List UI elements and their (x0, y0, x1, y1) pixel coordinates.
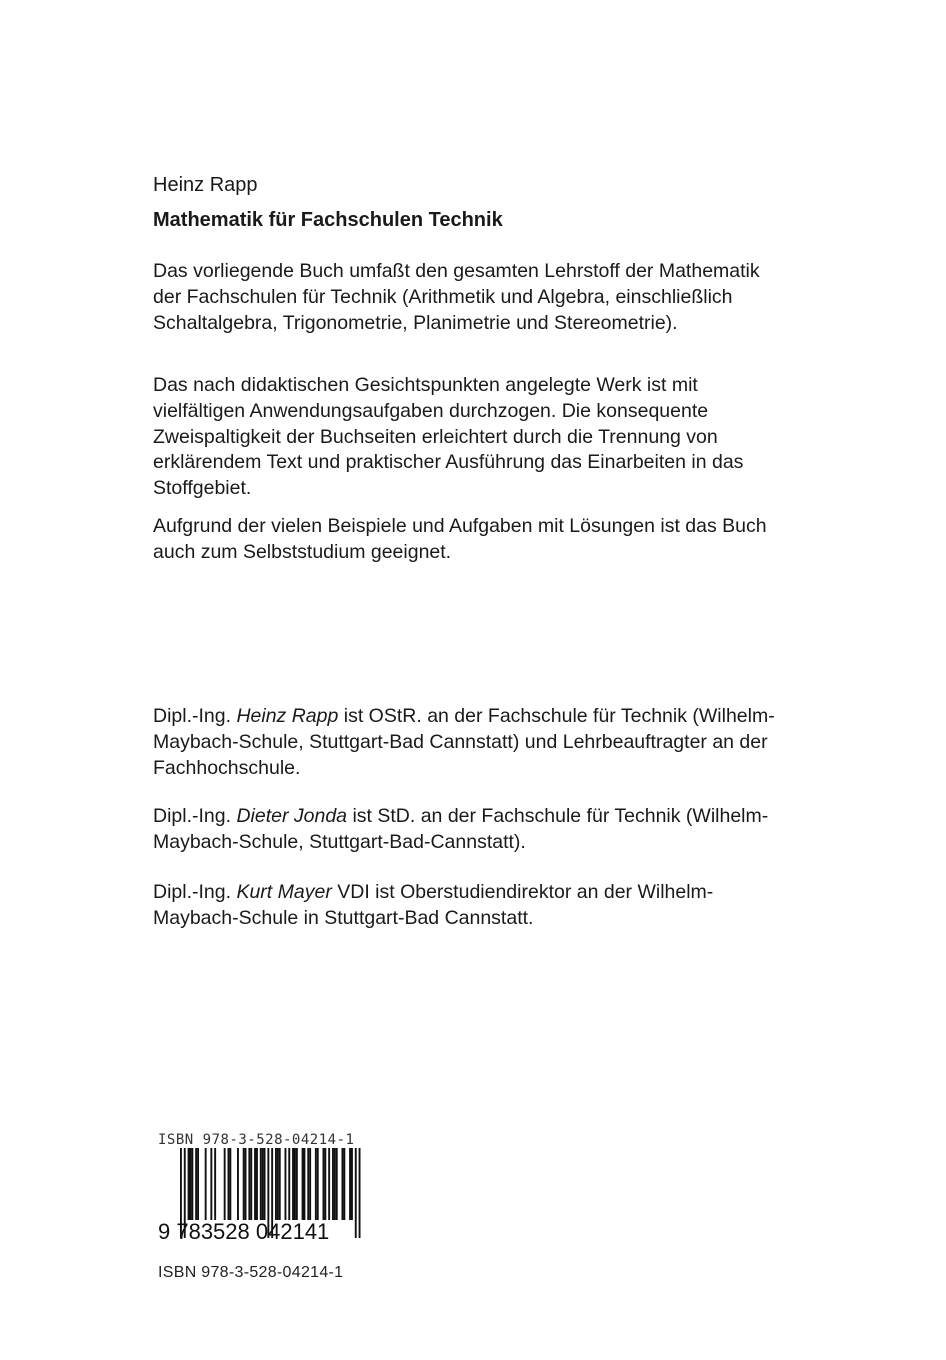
author-bio-mayer (153, 880, 793, 932)
bio-name: Heinz Rapp (236, 705, 339, 727)
barcode-bar (197, 1148, 199, 1220)
description-paragraph-3: Aufgrund der vielen Beispiele und Aufgaben mit Lösungen ist das Buch auch zum Selbststudium geeignet. (153, 515, 767, 563)
barcode-bar (205, 1148, 207, 1220)
barcode-bar (237, 1148, 239, 1220)
description-paragraph-2: Das nach didaktischen Gesichtspunkten angelegte Werk ist mit vielfältigen Anwendungsaufgaben durchzogen. Die konsequente Zweispaltigkeit der Buchseiten erleichtert durch die Trennung von erklärendem Text und praktischer Ausführung das Einarbeiten in das Stoffgebiet. (153, 374, 744, 500)
barcode-bar (292, 1148, 294, 1220)
barcode-bar (195, 1148, 197, 1220)
bio-prefix: Dipl.-Ing. (153, 705, 232, 727)
author-name: Heinz Rapp (153, 174, 258, 196)
barcode-bar (260, 1148, 262, 1220)
barcode-bar (250, 1148, 252, 1220)
barcode-bar (323, 1148, 325, 1220)
barcode-bar (294, 1148, 296, 1220)
barcode-digits: 9 783528 042141 (158, 1219, 330, 1244)
barcode-bar (328, 1148, 330, 1220)
barcode-bar (349, 1148, 351, 1220)
bio-prefix: Dipl.-Ing. (153, 881, 232, 903)
barcode-bar (254, 1148, 256, 1220)
barcode-bar (343, 1148, 345, 1220)
barcode-bar (359, 1148, 361, 1238)
barcode-bar (342, 1148, 344, 1220)
barcode-bar (245, 1148, 247, 1220)
barcode-bar (307, 1148, 309, 1220)
author-bio-jonda (153, 804, 793, 856)
barcode-bar (248, 1148, 250, 1220)
isbn-below-barcode: ISBN 978-3-528-04214-1 (158, 1264, 344, 1281)
bio-name: Kurt Mayer (236, 881, 332, 903)
isbn-above-barcode: ISBN 978-3-528-04214-1 (158, 1132, 355, 1148)
barcode-bar (324, 1148, 326, 1220)
barcode-bar (336, 1148, 338, 1220)
barcode-bar (296, 1148, 298, 1220)
barcode-bar (214, 1148, 216, 1220)
barcode-bar (275, 1148, 277, 1220)
book-title: Mathematik für Fachschulen Technik (153, 209, 503, 231)
bio-prefix: Dipl.-Ing. (153, 805, 232, 827)
barcode-bar (277, 1148, 279, 1220)
barcode-bar (264, 1148, 266, 1220)
barcode-bar (262, 1148, 264, 1220)
barcode-bar (188, 1148, 190, 1220)
barcode-bar (304, 1148, 306, 1220)
barcode-bar (228, 1148, 230, 1220)
barcode-bar (279, 1148, 281, 1220)
barcode-bar (332, 1148, 334, 1220)
barcode-bar (229, 1148, 231, 1220)
barcode-bar (302, 1148, 304, 1220)
barcode-bar (317, 1148, 319, 1220)
barcode-bar (224, 1148, 226, 1220)
bio-text: ist OStR. an der Fachschule für Technik (Wilhelm-Maybach-Schule, Stuttgart-Bad Cannstatt) und Lehrbeauftragter an der Fachhochschule. (153, 705, 775, 779)
barcode-bar (256, 1148, 258, 1220)
bio-text: ist StD. an der Fachschule für Technik (Wilhelm-Maybach-Schule, Stuttgart-Bad-Cannstatt). (153, 805, 769, 853)
barcode-bar (243, 1148, 245, 1220)
barcode-bar (190, 1148, 192, 1220)
description-paragraph-1: Das vorliegende Buch umfaßt den gesamten Lehrstoff der Mathematik der Fachschulen für Technik (Arithmetik und Algebra, einschließlich Schaltalgebra, Trigonometrie, Planimetrie und Stereometrie). (153, 260, 760, 334)
barcode-bar (309, 1148, 311, 1220)
barcode-bar (334, 1148, 336, 1220)
barcode-bar (351, 1148, 353, 1220)
barcode-bar (210, 1148, 212, 1220)
barcode-bar (285, 1148, 287, 1220)
barcode-bar (191, 1148, 193, 1220)
barcode-bar (315, 1148, 317, 1220)
author-bio-rapp (153, 704, 793, 781)
bio-name: Dieter Jonda (236, 805, 348, 827)
barcode-bar (288, 1148, 290, 1220)
barcode-bar (355, 1148, 357, 1238)
bio-text: VDI ist Oberstudiendirektor an der Wilhelm-Maybach-Schule in Stuttgart-Bad Cannstatt. (153, 881, 714, 929)
